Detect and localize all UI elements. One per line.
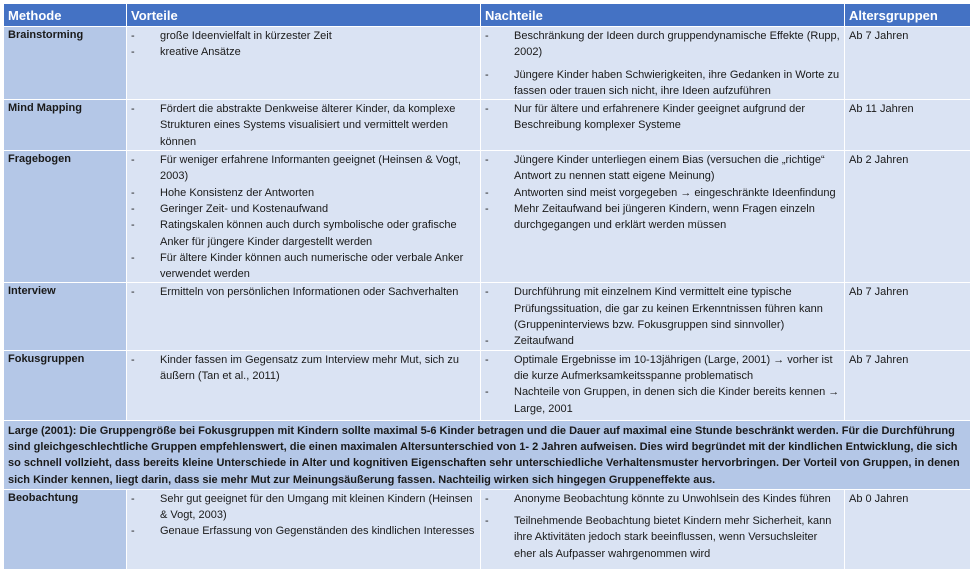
note-row — [4, 420, 971, 489]
table-row — [4, 283, 971, 350]
altersgruppe-cell: Ab 0 Jahren — [845, 489, 971, 569]
nachteil-item: - Anonyme Beobachtung könnte zu Unwohlsein des Kindes führen — [485, 491, 840, 507]
vorteile-cell — [127, 100, 481, 151]
method-name: Fragebogen — [4, 151, 127, 283]
header-vorteile: Vorteile — [127, 4, 481, 27]
vorteil-item: - Ratingskalen können auch durch symbolische oder grafische Anker für jüngere Kinder dargestellt werden — [131, 217, 476, 250]
vorteile-cell — [127, 283, 481, 350]
altersgruppe-cell: Ab 7 Jahren — [845, 27, 971, 100]
nachteile-cell — [481, 100, 845, 151]
nachteil-item: - Jüngere Kinder unterliegen einem Bias (versuchen die „richtige“ Antwort zu nennen statt eigene Meinung) — [485, 152, 840, 185]
nachteil-item: - Durchführung mit einzelnem Kind vermittelt eine typische Prüfungssituation, die gar zu keinen Erkenntnissen führen kann (Gruppeninterviews bzw. Fokusgruppen sind sinnvoller) — [485, 284, 840, 333]
methods-comparison-table — [3, 3, 971, 570]
nachteil-item: - Nachteile von Gruppen, in denen sich die Kinder bereits kennen → Large, 2001 — [485, 384, 840, 417]
nachteile-cell — [481, 350, 845, 420]
altersgruppe-cell: Ab 7 Jahren — [845, 350, 971, 420]
vorteil-item: - Fördert die abstrakte Denkweise älterer Kinder, da komplexe Strukturen eines Systems visualisiert und vermittelt werden können — [131, 101, 476, 150]
vorteil-item: - Kinder fassen im Gegensatz zum Interview mehr Mut, sich zu äußern (Tan et al., 2011) — [131, 352, 476, 385]
method-name: Fokusgruppen — [4, 350, 127, 420]
vorteil-item: - Hohe Konsistenz der Antworten — [131, 185, 476, 201]
nachteil-item: - Optimale Ergebnisse im 10-13jährigen (Large, 2001) → vorher ist die kurze Aufmerksamkeitsspanne problematisch — [485, 352, 840, 385]
nachteile-cell — [481, 27, 845, 100]
vorteile-cell — [127, 489, 481, 569]
nachteil-item: - Teilnehmende Beobachtung bietet Kindern mehr Sicherheit, kann ihre Aktivitäten jedoch stark beeinflussen, wenn Versuchsleiter eher als Aufpasser wahrgenommen wird — [485, 513, 840, 562]
nachteil-item: - Zeitaufwand — [485, 333, 840, 349]
nachteil-item: - Beschränkung der Ideen durch gruppendynamische Effekte (Rupp, 2002) — [485, 28, 840, 61]
nachteile-cell — [481, 151, 845, 283]
vorteil-item: - Geringer Zeit- und Kostenaufwand — [131, 201, 476, 217]
altersgruppe-cell: Ab 7 Jahren — [845, 283, 971, 350]
table-row — [4, 489, 971, 569]
vorteil-item: - Genaue Erfassung von Gegenständen des kindlichen Interesses — [131, 523, 476, 539]
large-2001-note: Large (2001): Die Gruppengröße bei Fokusgruppen mit Kindern sollte maximal 5-6 Kinder betragen und die Dauer auf maximal eine Stunde beschränkt werden. Für die Durchführung sind gleichgeschlechtliche Gruppen empfehlenswert, die einen maximalen Altersunterschied von 1- 2 Jahren aufweisen. Dies wird begründet mit der kindlichen Entwicklung, die sich so schnell vollzieht, dass bereits kleine Unterschiede in Alter und kognitiven Eigenschaften sehr unterschiedliche Verhaltensmuster hervorbringen. Der Vorteil von Gruppen, in denen sich Kinder kennen, liegt darin, dass sie mehr Mut zur Meinungsäußerung fassen. Nachteilig wirken sich hingegen Gruppeneffekte aus. — [4, 420, 971, 489]
header-nachteile: Nachteile — [481, 4, 845, 27]
nachteil-item: - Mehr Zeitaufwand bei jüngeren Kindern, wenn Fragen einzeln durchgegangen und erklärt werden müssen — [485, 201, 840, 234]
nachteil-item: - Nur für ältere und erfahrenere Kinder geeignet aufgrund der Beschreibung komplexer Systeme — [485, 101, 840, 134]
nachteil-item: - Jüngere Kinder haben Schwierigkeiten, ihre Gedanken in Worte zu fassen oder trauen sich nicht, ihre Ideen aufzuführen — [485, 67, 840, 100]
vorteil-item: - Sehr gut geeignet für den Umgang mit kleinen Kindern (Heinsen & Vogt, 2003) — [131, 491, 476, 524]
vorteil-item: - Für ältere Kinder können auch numerische oder verbale Anker verwendet werden — [131, 250, 476, 283]
vorteile-cell — [127, 151, 481, 283]
table-row — [4, 100, 971, 151]
vorteile-cell — [127, 350, 481, 420]
altersgruppe-cell: Ab 2 Jahren — [845, 151, 971, 283]
vorteile-cell — [127, 27, 481, 100]
table-row — [4, 350, 971, 420]
nachteil-item: - Antworten sind meist vorgegeben → eingeschränkte Ideenfindung — [485, 185, 840, 201]
vorteil-item: - kreative Ansätze — [131, 44, 476, 60]
table-row — [4, 27, 971, 100]
nachteile-cell — [481, 489, 845, 569]
method-name: Mind Mapping — [4, 100, 127, 151]
method-name: Beobachtung — [4, 489, 127, 569]
table-row — [4, 151, 971, 283]
vorteil-item: - Für weniger erfahrene Informanten geeignet (Heinsen & Vogt, 2003) — [131, 152, 476, 185]
header-methode: Methode — [4, 4, 127, 27]
header-row — [4, 4, 971, 27]
nachteile-cell — [481, 283, 845, 350]
method-name: Interview — [4, 283, 127, 350]
header-altersgruppen: Altersgruppen — [845, 4, 971, 27]
method-name: Brainstorming — [4, 27, 127, 100]
vorteil-item: - große Ideenvielfalt in kürzester Zeit — [131, 28, 476, 44]
altersgruppe-cell: Ab 11 Jahren — [845, 100, 971, 151]
vorteil-item: - Ermitteln von persönlichen Informationen oder Sachverhalten — [131, 284, 476, 300]
